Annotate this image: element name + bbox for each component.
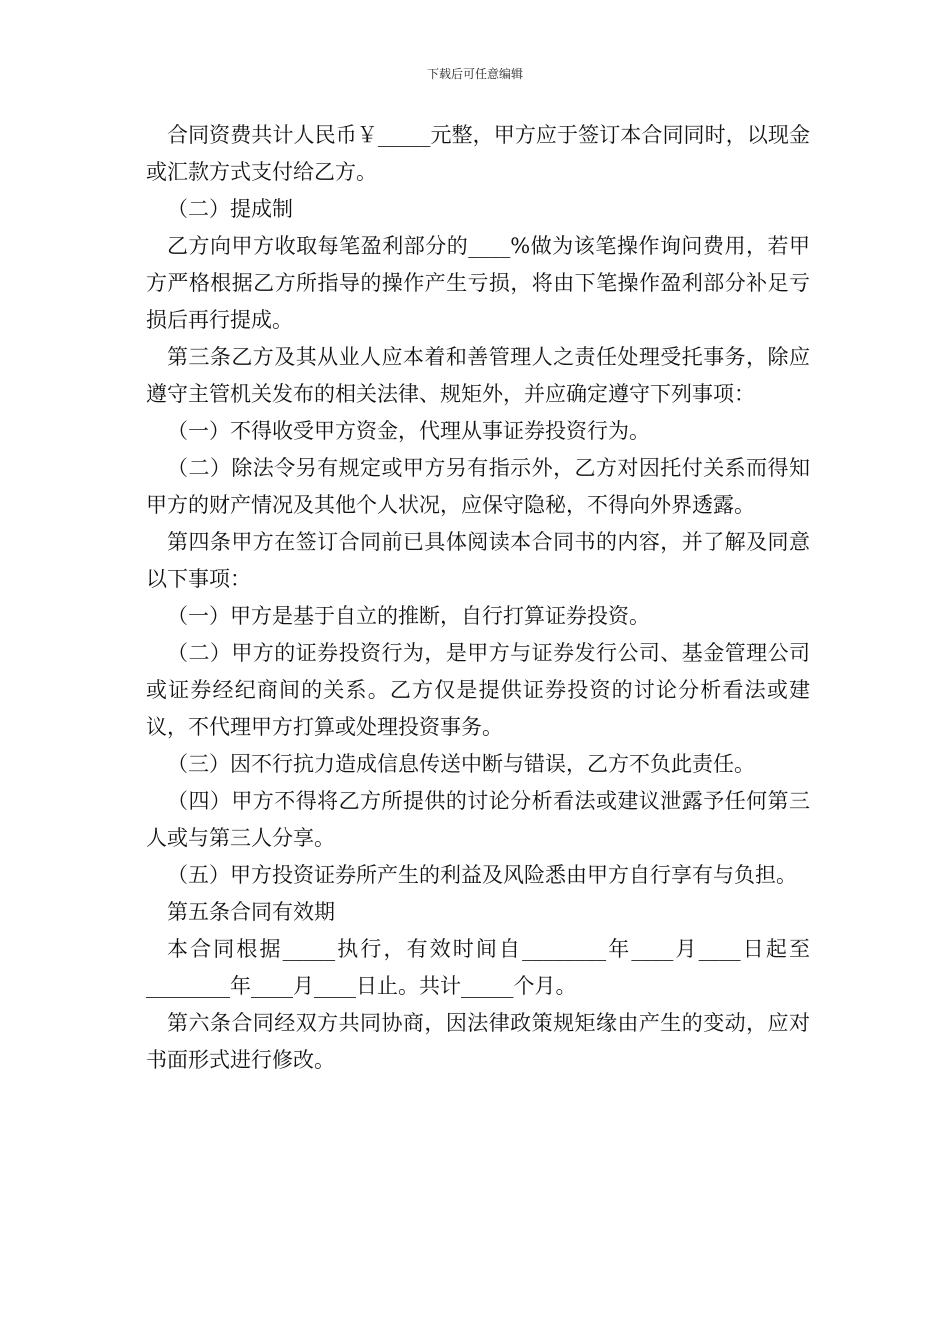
paragraph-article-five: 第五条合同有效期 — [167, 900, 335, 924]
paragraph-article-three-item-1: （一）不得收受甲方资金，代理从事证券投资行为。 — [167, 419, 650, 443]
paragraph-article-four-item-2: （二）甲方的证券投资行为，是甲方与证券发行公司、基金管理公司或证券经纪商间的关系。乙方仅是提供证券投资的讨论分析看法或建议，不代理甲方打算或处理投资事务。 — [146, 641, 810, 739]
paragraph-article-four: 第四条甲方在签订合同前已具体阅读本合同书的内容，并了解及同意以下事项： — [146, 530, 810, 591]
paragraph-article-three-item-2: （二）除法令另有规定或甲方另有指示外，乙方对因托付关系而得知甲方的财产情况及其他个人状况，应保守隐秘，不得向外界透露。 — [146, 456, 810, 517]
paragraph-article-six: 第六条合同经双方共同协商，因法律政策规矩缘由产生的变动，应对书面形式进行修改。 — [146, 1011, 810, 1072]
paragraph-article-four-item-4: （四）甲方不得将乙方所提供的讨论分析看法或建议泄露予任何第三人或与第三人分享。 — [146, 789, 810, 850]
paragraph-fee-total: 合同资费共计人民币￥_____元整，甲方应于签订本合同同时，以现金或汇款方式支付给乙方。 — [146, 123, 810, 184]
paragraph-article-four-item-1: （一）甲方是基于自立的推断，自行打算证券投资。 — [167, 604, 650, 628]
paragraph-commission-heading: （二）提成制 — [167, 197, 293, 221]
paragraph-validity-period: 本合同根据_____执行，有效时间自________年____月____日起至________年____月____日止。共计_____个月。 — [146, 937, 810, 998]
paragraph-commission-terms: 乙方向甲方收取每笔盈利部分的____%做为该笔操作询问费用，若甲方严格根据乙方所指导的操作产生亏损，将由下笔操作盈利部分补足亏损后再行提成。 — [146, 234, 810, 332]
page-header: 下载后可任意编辑 — [426, 67, 523, 81]
paragraph-article-three: 第三条乙方及其从业人应本着和善管理人之责任处理受托事务，除应遵守主管机关发布的相关法律、规矩外，并应确定遵守下列事项： — [146, 345, 810, 406]
document-body — [146, 117, 810, 1079]
paragraph-article-four-item-5: （五）甲方投资证券所产生的利益及风险悉由甲方自行享有与负担。 — [167, 863, 797, 887]
paragraph-article-four-item-3: （三）因不行抗力造成信息传送中断与错误，乙方不负此责任。 — [167, 752, 755, 776]
